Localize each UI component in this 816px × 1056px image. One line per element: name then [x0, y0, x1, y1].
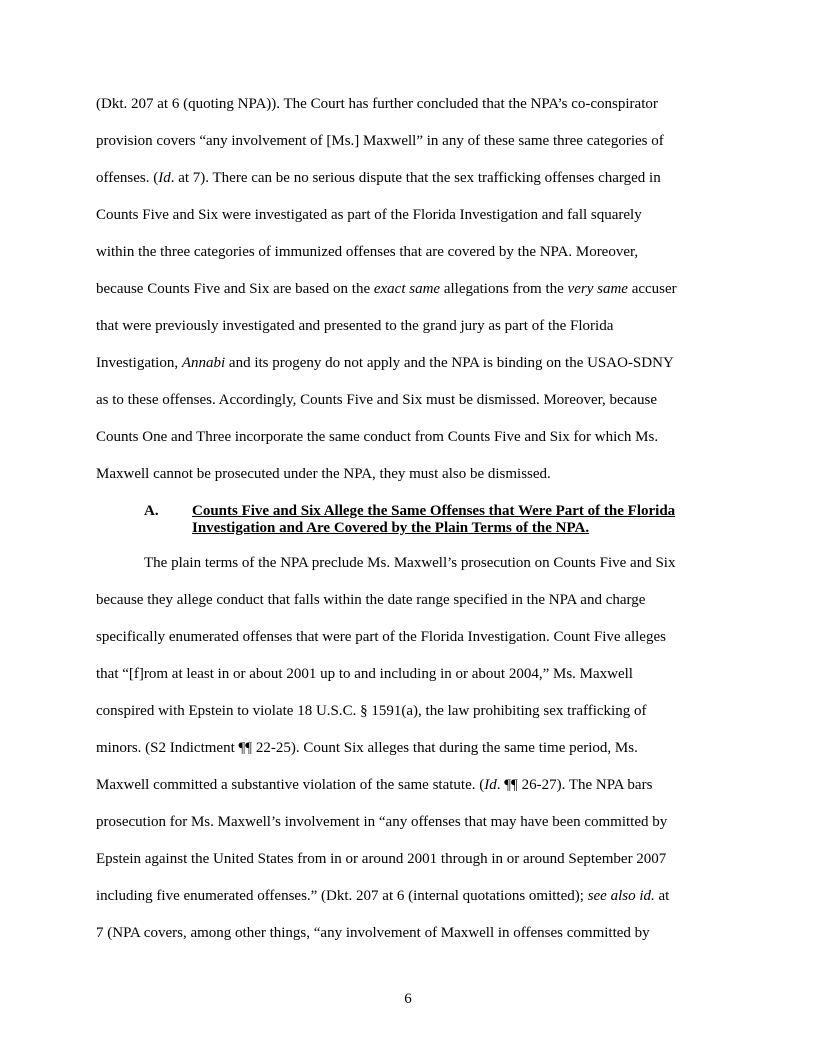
text-run: . at 7). There can be no serious dispute that the sex trafficking offenses charged in	[170, 170, 661, 186]
body-text-line	[144, 554, 675, 572]
text-run: as to these offenses. Accordingly, Counts Five and Six must be dismissed. Moreover, because	[96, 392, 657, 408]
text-run: within the three categories of immunized offenses that are covered by the NPA. Moreover,	[96, 244, 639, 260]
text-run: minors. (S2 Indictment ¶¶ 22-25). Count Six alleges that during the same time period, Ms.	[96, 740, 638, 756]
body-text-line	[96, 628, 666, 646]
section-heading-line: Counts Five and Six Allege the Same Offenses that Were Part of the Florida	[192, 503, 676, 519]
text-run: 7 (NPA covers, among other things, “any involvement of Maxwell in offenses committed by	[96, 925, 650, 941]
text-run: (Dkt. 207 at 6 (quoting NPA)). The Court has further concluded that the NPA’s co-conspirator	[96, 96, 658, 112]
text-run: The plain terms of the NPA preclude Ms. Maxwell’s prosecution on Counts Five and Six	[144, 555, 676, 571]
body-text-line	[96, 924, 650, 942]
section-heading-letter: A.	[144, 503, 159, 519]
text-run: Counts One and Three incorporate the same conduct from Counts Five and Six for which Ms.	[96, 429, 659, 445]
text-run: because they allege conduct that falls within the date range specified in the NPA and charge	[96, 592, 646, 608]
body-text-line	[96, 428, 658, 446]
body-text-line	[96, 887, 669, 905]
body-text-line	[96, 206, 642, 224]
body-text-line	[96, 813, 667, 831]
body-text-line	[96, 132, 664, 150]
text-run: prosecution for Ms. Maxwell’s involvement in “any offenses that may have been committed by	[96, 814, 668, 830]
text-run: provision covers “any involvement of [Ms.] Maxwell” in any of these same three categories of	[96, 133, 664, 149]
text-run: that “[f]rom at least in or about 2001 up to and including in or about 2004,” Ms. Maxwell	[96, 666, 633, 682]
body-text-line	[96, 702, 646, 720]
emphasis-italic: very same	[567, 281, 628, 297]
body-text-line	[96, 591, 645, 609]
text-run: accuser	[627, 281, 677, 297]
text-run: including five enumerated offenses.” (Dkt. 207 at 6 (internal quotations omitted);	[96, 888, 588, 904]
body-text-line	[96, 850, 666, 868]
section-heading	[192, 503, 675, 537]
text-run: conspired with Epstein to violate 18 U.S.C. § 1591(a), the law prohibiting sex trafficking of	[96, 703, 647, 719]
body-text-line	[96, 317, 613, 335]
text-run: Maxwell cannot be prosecuted under the NPA, they must also be dismissed.	[96, 466, 551, 482]
text-run: allegations from the	[440, 281, 568, 297]
page-number: 6	[404, 991, 412, 1007]
text-run: and its progeny do not apply and the NPA is binding on the USAO-SDNY	[225, 355, 674, 371]
body-text-line	[96, 776, 652, 794]
text-run: because Counts Five and Six are based on the	[96, 281, 374, 297]
emphasis-italic: exact same	[373, 281, 441, 297]
body-text-line	[96, 465, 551, 483]
body-text-line	[96, 665, 633, 683]
body-text-line	[96, 354, 674, 372]
body-text-line	[96, 169, 661, 187]
body-text-line	[96, 243, 638, 261]
text-run: Maxwell committed a substantive violation of the same statute. (	[96, 777, 485, 793]
body-text-line	[96, 739, 638, 757]
body-text-line	[96, 391, 657, 409]
text-run: . ¶¶ 26-27). The NPA bars	[496, 777, 653, 793]
body-text-line	[96, 95, 658, 113]
text-run: specifically enumerated offenses that were part of the Florida Investigation. Count Five alleges	[96, 629, 666, 645]
text-run: at	[654, 888, 670, 904]
section-heading-line: Investigation and Are Covered by the Plain Terms of the NPA.	[192, 520, 590, 536]
text-run: Epstein against the United States from in or around 2001 through in or around September 2007	[96, 851, 667, 867]
case-name-italic: Annabi	[181, 355, 226, 371]
citation-italic: see also id.	[587, 888, 655, 904]
text-run: Investigation,	[96, 355, 182, 371]
text-run: that were previously investigated and presented to the grand jury as part of the Florida	[96, 318, 614, 334]
text-run: Counts Five and Six were investigated as part of the Florida Investigation and fall squarely	[96, 207, 642, 223]
citation-italic: Id	[484, 777, 497, 793]
body-text-line	[96, 280, 677, 298]
citation-italic: Id	[158, 170, 171, 186]
text-run: offenses. (	[96, 170, 159, 186]
